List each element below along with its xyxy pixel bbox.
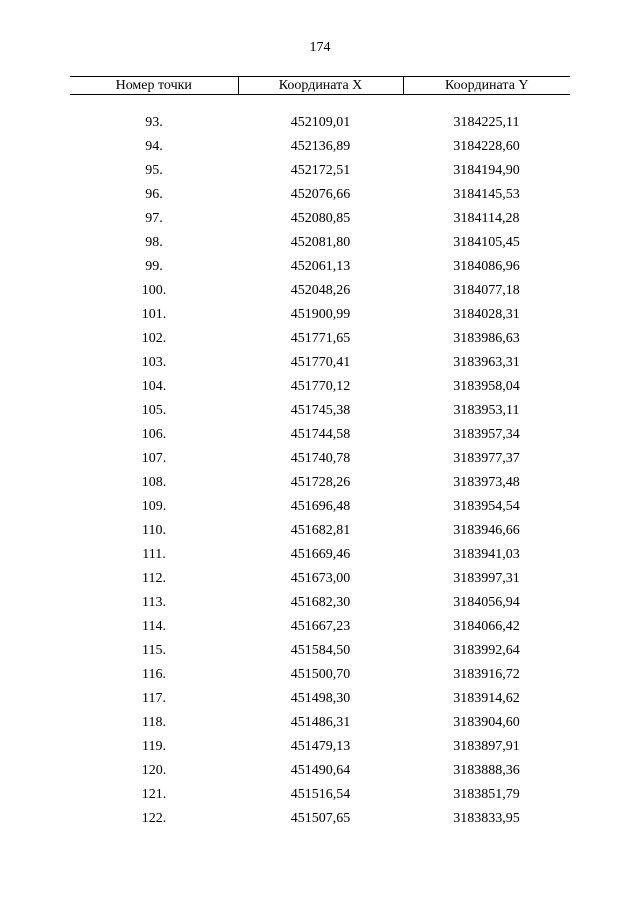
table-row bbox=[70, 519, 570, 543]
coordinate-x-cell: 451682,30 bbox=[290, 595, 351, 610]
coordinate-x-cell: 451771,65 bbox=[290, 331, 351, 346]
coordinate-x-cell: 451667,23 bbox=[290, 619, 351, 634]
coordinate-y-cell: 3183953,11 bbox=[453, 403, 520, 418]
coordinate-y-cell: 3184028,31 bbox=[453, 307, 520, 322]
coordinate-y-cell: 3183992,64 bbox=[453, 643, 520, 658]
point-number-cell: 112. bbox=[142, 571, 166, 586]
coordinate-y-cell: 3183997,31 bbox=[453, 571, 520, 586]
point-number-cell: 117. bbox=[142, 691, 166, 706]
coordinate-y-cell: 3183941,03 bbox=[453, 547, 520, 562]
coordinate-x-cell: 452109,01 bbox=[290, 115, 351, 130]
table-row bbox=[70, 447, 570, 471]
coordinate-x-cell: 452172,51 bbox=[290, 163, 351, 178]
coordinate-x-cell: 451673,00 bbox=[290, 571, 351, 586]
table-row bbox=[70, 471, 570, 495]
point-number-cell: 121. bbox=[141, 787, 167, 802]
coordinate-x-cell: 451507,65 bbox=[290, 811, 351, 826]
table-row bbox=[70, 351, 570, 375]
table-header-row bbox=[70, 77, 570, 95]
coordinate-y-cell: 3184145,53 bbox=[453, 187, 520, 202]
point-number-cell: 108. bbox=[141, 475, 167, 490]
table-row bbox=[70, 207, 570, 231]
coordinate-y-cell: 3183946,66 bbox=[453, 523, 520, 538]
coordinate-y-cell: 3184114,28 bbox=[453, 211, 520, 226]
coordinate-x-cell: 451682,81 bbox=[290, 523, 351, 538]
header-coordinate-y: Координата Y bbox=[403, 77, 570, 95]
coordinate-y-cell: 3184077,18 bbox=[453, 283, 520, 298]
table-row bbox=[70, 231, 570, 255]
coordinate-x-cell: 451516,54 bbox=[290, 787, 351, 802]
table-row bbox=[70, 159, 570, 183]
point-number-cell: 106. bbox=[141, 427, 167, 442]
table-row bbox=[70, 807, 570, 831]
point-number-cell: 97. bbox=[145, 211, 163, 226]
point-number-cell: 116. bbox=[142, 667, 166, 682]
point-number-cell: 119. bbox=[142, 739, 166, 754]
point-number-cell: 100. bbox=[141, 283, 167, 298]
point-number-cell: 95. bbox=[145, 163, 163, 178]
coordinate-y-cell: 3183833,95 bbox=[453, 811, 520, 826]
coordinate-x-cell: 452061,13 bbox=[290, 259, 351, 274]
coordinate-x-cell: 451498,30 bbox=[290, 691, 351, 706]
coordinate-x-cell: 452080,85 bbox=[290, 211, 351, 226]
point-number-cell: 120. bbox=[141, 763, 167, 778]
coordinate-y-cell: 3183904,60 bbox=[453, 715, 520, 730]
table-row bbox=[70, 639, 570, 663]
coordinate-y-cell: 3183916,72 bbox=[453, 667, 520, 682]
table-row bbox=[70, 399, 570, 423]
coordinate-x-cell: 451584,50 bbox=[290, 643, 351, 658]
coordinate-y-cell: 3184086,96 bbox=[453, 259, 520, 274]
coordinate-y-cell: 3184056,94 bbox=[453, 595, 520, 610]
coordinate-x-cell: 451669,46 bbox=[290, 547, 351, 562]
point-number-cell: 98. bbox=[145, 235, 163, 250]
coordinate-x-cell: 452048,26 bbox=[290, 283, 351, 298]
coordinate-y-cell: 3184225,11 bbox=[453, 115, 520, 130]
coordinate-y-cell: 3183958,04 bbox=[453, 379, 520, 394]
coordinate-y-cell: 3183851,79 bbox=[453, 787, 520, 802]
table-row bbox=[70, 615, 570, 639]
coordinate-y-cell: 3183957,34 bbox=[453, 427, 520, 442]
table-body bbox=[70, 95, 570, 832]
point-number-cell: 93. bbox=[145, 115, 163, 130]
coordinate-x-cell: 451486,31 bbox=[290, 715, 351, 730]
header-coordinate-x: Координата X bbox=[238, 77, 403, 95]
table-row bbox=[70, 735, 570, 759]
table-row bbox=[70, 303, 570, 327]
coordinate-x-cell: 451479,13 bbox=[290, 739, 351, 754]
point-number-cell: 111. bbox=[142, 547, 166, 562]
coordinate-y-cell: 3183888,36 bbox=[453, 763, 520, 778]
coordinate-x-cell: 451745,38 bbox=[290, 403, 351, 418]
header-point-number: Номер точки bbox=[70, 77, 238, 95]
point-number-cell: 115. bbox=[142, 643, 166, 658]
coordinate-y-cell: 3184105,45 bbox=[453, 235, 520, 250]
table-row bbox=[70, 135, 570, 159]
point-number-cell: 103. bbox=[141, 355, 167, 370]
table-row bbox=[70, 375, 570, 399]
point-number-cell: 102. bbox=[141, 331, 167, 346]
point-number-cell: 110. bbox=[142, 523, 166, 538]
coordinate-y-cell: 3183963,31 bbox=[453, 355, 520, 370]
table-row bbox=[70, 591, 570, 615]
coordinate-x-cell: 452076,66 bbox=[290, 187, 351, 202]
coordinate-y-cell: 3183973,48 bbox=[453, 475, 520, 490]
coordinate-x-cell: 451728,26 bbox=[290, 475, 351, 490]
coordinate-y-cell: 3184194,90 bbox=[453, 163, 520, 178]
point-number-cell: 113. bbox=[142, 595, 166, 610]
coordinate-x-cell: 451770,41 bbox=[290, 355, 351, 370]
table-row bbox=[70, 567, 570, 591]
point-number-cell: 104. bbox=[141, 379, 167, 394]
table-row bbox=[70, 279, 570, 303]
coordinate-x-cell: 451500,70 bbox=[290, 667, 351, 682]
point-number-cell: 122. bbox=[141, 811, 167, 826]
point-number-cell: 114. bbox=[142, 619, 166, 634]
coordinate-y-cell: 3183986,63 bbox=[453, 331, 520, 346]
coordinate-y-cell: 3184228,60 bbox=[453, 139, 520, 154]
table-row bbox=[70, 663, 570, 687]
coordinate-y-cell: 3183954,54 bbox=[453, 499, 520, 514]
point-number-cell: 94. bbox=[145, 139, 163, 154]
table-row bbox=[70, 495, 570, 519]
coordinate-y-cell: 3184066,42 bbox=[453, 619, 520, 634]
point-number-cell: 107. bbox=[141, 451, 167, 466]
table-row bbox=[70, 255, 570, 279]
coordinate-x-cell: 452136,89 bbox=[290, 139, 351, 154]
coordinate-y-cell: 3183977,37 bbox=[453, 451, 520, 466]
table-row bbox=[70, 327, 570, 351]
coordinate-x-cell: 451744,58 bbox=[290, 427, 351, 442]
coordinate-x-cell: 452081,80 bbox=[290, 235, 351, 250]
point-number-cell: 96. bbox=[145, 187, 163, 202]
table-row bbox=[70, 543, 570, 567]
table-row bbox=[70, 687, 570, 711]
coordinate-y-cell: 3183897,91 bbox=[453, 739, 520, 754]
spacer-row bbox=[70, 95, 570, 112]
point-number-cell: 99. bbox=[145, 259, 163, 274]
coordinate-y-cell: 3183914,62 bbox=[453, 691, 520, 706]
table-row bbox=[70, 423, 570, 447]
page-number: 174 bbox=[309, 40, 331, 55]
coordinate-x-cell: 451740,78 bbox=[290, 451, 351, 466]
coordinate-x-cell: 451490,64 bbox=[290, 763, 351, 778]
coordinates-table bbox=[70, 76, 570, 831]
point-number-cell: 101. bbox=[141, 307, 167, 322]
table-row bbox=[70, 759, 570, 783]
table-row bbox=[70, 183, 570, 207]
table-row bbox=[70, 783, 570, 807]
coordinate-x-cell: 451696,48 bbox=[290, 499, 351, 514]
table-row bbox=[70, 111, 570, 135]
table-row bbox=[70, 711, 570, 735]
point-number-cell: 118. bbox=[142, 715, 166, 730]
point-number-cell: 109. bbox=[141, 499, 167, 514]
coordinate-x-cell: 451900,99 bbox=[290, 307, 351, 322]
point-number-cell: 105. bbox=[141, 403, 167, 418]
coordinate-x-cell: 451770,12 bbox=[290, 379, 351, 394]
